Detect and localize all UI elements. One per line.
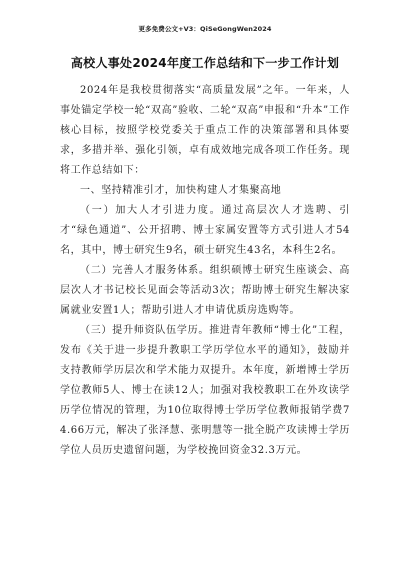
paragraph-talent-recruitment: （一）加大人才引进力度。通过高层次人才选聘、引才“绿色通道”、公开招聘、博士家属安置等方式引进人才54名，其中，博士研究生9名，硕士研究生43名，本科生2名。 <box>60 205 350 256</box>
paragraph-faculty-degree: （三）提升师资队伍学历。推进青年教师“博士化”工程，发布《关于进一步提升教职工学历学位水平的通知》，鼓励并支持教师学历层次和学术能力双提升。本年度，新增博士学历学位教师5人、博士在读12人；加强对我校教职工在外攻读学历学位情况的管理，为10位取得博士学历学位教师报销学费74.66万元，解决了张泽慧、张明慧等一批全脱产攻读博士学历学位人员历史遗留问题，为学校挽回资金32.3万元。 <box>60 325 350 456</box>
watermark-text: 更多免费公文+V3：QiSeGongWen2024 <box>138 25 272 33</box>
section-heading-1: 一、坚持精准引才，加快构建人才集聚高地 <box>80 185 282 196</box>
document-title: 高校人事处2024年度工作总结和下一步工作计划 <box>70 56 340 70</box>
intro-paragraph: 2024年是我校贯彻落实“高质量发展”之年。一年来，人事处锚定学校一轮“双高”验收、二轮“双高”申报和“升本”工作核心目标，按照学校党委关于重点工作的决策部署和具体要求，多措并举、强化引领，卓有成效地完成各项工作任务。现将工作总结如下： <box>60 85 350 176</box>
document-body <box>60 81 350 461</box>
paragraph-talent-service: （二）完善人才服务体系。组织硕博士研究生座谈会、高层次人才书记校长见面会等活动3次；帮助博士研究生解决家属就业安置1人；帮助引进人才申请优质房选购等。 <box>60 265 350 316</box>
